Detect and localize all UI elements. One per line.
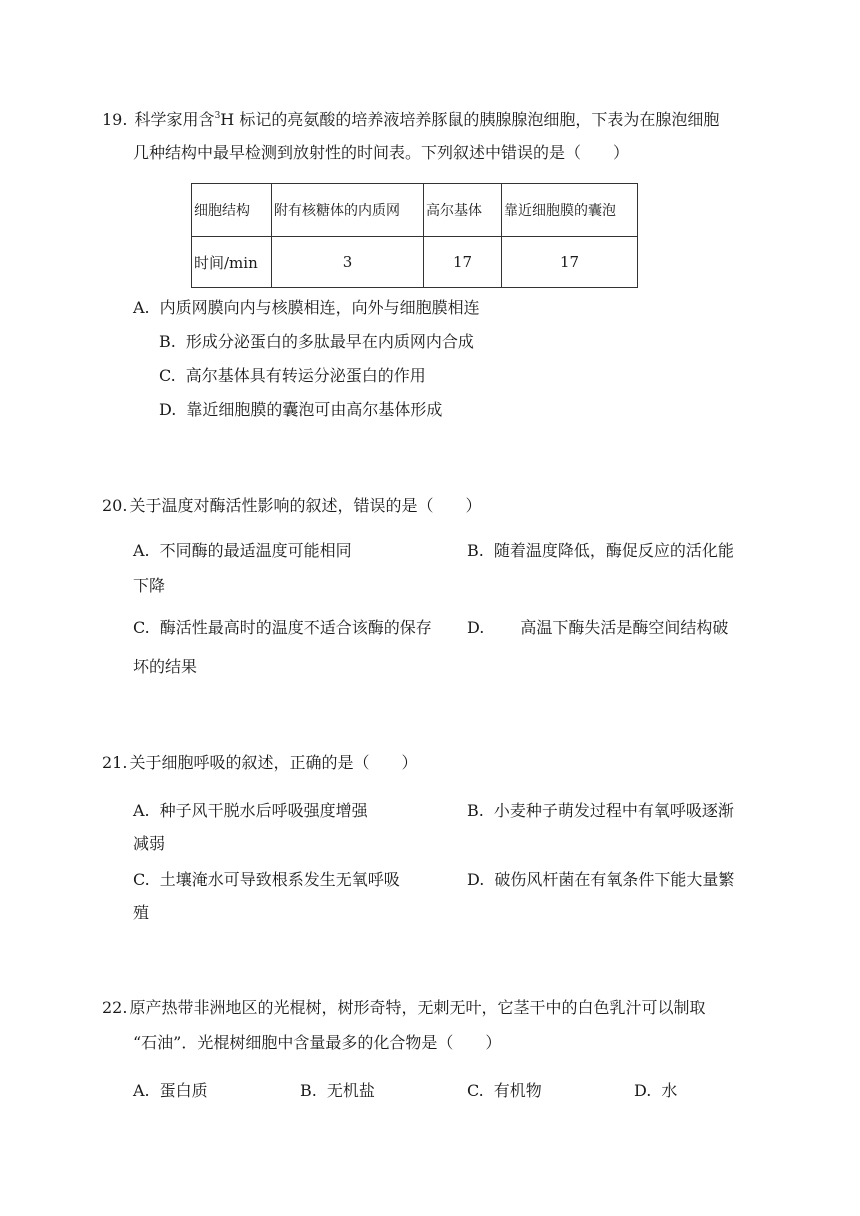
table-header-row bbox=[192, 184, 638, 237]
q19-superscript: 3 bbox=[214, 111, 221, 121]
q22-stem-line1 bbox=[102, 998, 705, 1018]
q19-option-a bbox=[133, 298, 480, 318]
q21-option-b-wrap: 减弱 bbox=[133, 834, 166, 853]
q22-option-c bbox=[467, 1081, 542, 1101]
option-text: 种子风干脱水后呼吸强度增强 bbox=[159, 801, 368, 820]
q19-stem-line2: 几种结构中最早检测到放射性的时间表。下列叙述中错误的是（ ） bbox=[133, 143, 630, 162]
option-label: D. bbox=[159, 400, 177, 419]
table-cell: 3 bbox=[272, 237, 424, 288]
option-label: C. bbox=[159, 366, 176, 385]
q20-option-a bbox=[133, 541, 352, 561]
q20-number: 20. bbox=[102, 496, 128, 515]
option-text: 不同酶的最适温度可能相同 bbox=[159, 541, 352, 560]
option-label: A. bbox=[133, 298, 150, 317]
option-text: 高温下酶失活是酶空间结构破 bbox=[520, 618, 729, 637]
option-text: 随着温度降低，酶促反应的活化能 bbox=[493, 541, 734, 560]
option-label: C. bbox=[133, 870, 150, 889]
q21-option-d bbox=[467, 870, 734, 890]
option-label: A. bbox=[133, 801, 150, 820]
option-label: B. bbox=[159, 332, 176, 351]
q20-option-b-wrap: 下降 bbox=[133, 576, 166, 595]
q19-stem-part1: 科学家用含 bbox=[134, 110, 215, 129]
table-cell: 17 bbox=[502, 237, 638, 288]
option-label: D. bbox=[467, 618, 485, 637]
option-text: 靠近细胞膜的囊泡可由高尔基体形成 bbox=[186, 400, 443, 419]
option-label: A. bbox=[133, 1081, 150, 1100]
q19-option-c bbox=[159, 366, 426, 386]
option-text: 形成分泌蛋白的多肽最早在内质网内合成 bbox=[185, 332, 474, 351]
q22-option-b bbox=[300, 1081, 375, 1101]
q19-option-b bbox=[159, 332, 474, 352]
q22-stem-line2: “石油”．光棍树细胞中含量最多的化合物是（ ） bbox=[133, 1033, 502, 1052]
table-cell: 时间/min bbox=[192, 237, 272, 288]
table-header-cell: 细胞结构 bbox=[192, 184, 272, 237]
q20-option-d-wrap: 坏的结果 bbox=[133, 657, 198, 676]
q21-option-b bbox=[467, 801, 734, 821]
option-label: B. bbox=[467, 801, 484, 820]
table-cell: 17 bbox=[424, 237, 502, 288]
q19-option-d bbox=[159, 400, 442, 420]
option-text: 有机物 bbox=[493, 1081, 542, 1100]
option-text: 土壤淹水可导致根系发生无氧呼吸 bbox=[159, 870, 400, 889]
option-text: 酶活性最高时的温度不适合该酶的保存 bbox=[159, 618, 432, 637]
q21-stem-text: 关于细胞呼吸的叙述，正确的是（ ） bbox=[129, 753, 418, 772]
table-row bbox=[192, 237, 638, 288]
q20-stem bbox=[102, 496, 481, 516]
q22-stem-text: 原产热带非洲地区的光棍树，树形奇特，无刺无叶，它茎干中的白色乳汁可以制取 bbox=[129, 998, 706, 1017]
table-header-cell: 靠近细胞膜的囊泡 bbox=[502, 184, 638, 237]
q21-stem bbox=[102, 753, 417, 773]
option-label: C. bbox=[467, 1081, 484, 1100]
q19-stem-part2: H 标记的亮氨酸的培养液培养豚鼠的胰腺腺泡细胞，下表为在腺泡细胞 bbox=[220, 110, 720, 129]
q20-option-c bbox=[133, 618, 432, 638]
q20-option-d bbox=[467, 618, 728, 638]
q21-option-c bbox=[133, 870, 400, 890]
option-text: 无机盐 bbox=[326, 1081, 375, 1100]
q19-table bbox=[191, 183, 638, 288]
table-header-cell: 附有核糖体的内质网 bbox=[272, 184, 424, 237]
q22-option-a bbox=[133, 1081, 208, 1101]
option-label: B. bbox=[467, 541, 484, 560]
option-text: 高尔基体具有转运分泌蛋白的作用 bbox=[185, 366, 426, 385]
q19-number: 19. bbox=[102, 110, 128, 129]
q21-option-a bbox=[133, 801, 368, 821]
q22-option-d bbox=[634, 1081, 677, 1101]
table-header-cell: 高尔基体 bbox=[424, 184, 502, 237]
option-label: D. bbox=[634, 1081, 652, 1100]
q21-option-d-wrap: 殖 bbox=[133, 903, 150, 922]
option-label: A. bbox=[133, 541, 150, 560]
q20-option-b bbox=[467, 541, 734, 561]
q19-stem-line1 bbox=[102, 110, 719, 130]
option-text: 蛋白质 bbox=[159, 1081, 208, 1100]
option-text: 破伤风杆菌在有氧条件下能大量繁 bbox=[494, 870, 735, 889]
option-label: D. bbox=[467, 870, 485, 889]
q21-number: 21. bbox=[102, 753, 128, 772]
option-text: 小麦种子萌发过程中有氧呼吸逐渐 bbox=[493, 801, 734, 820]
option-label: C. bbox=[133, 618, 150, 637]
q22-number: 22. bbox=[102, 998, 128, 1017]
q20-stem-text: 关于温度对酶活性影响的叙述，错误的是（ ） bbox=[129, 496, 482, 515]
option-text: 水 bbox=[661, 1081, 678, 1100]
option-text: 内质网膜向内与核膜相连，向外与细胞膜相连 bbox=[159, 298, 480, 317]
option-label: B. bbox=[300, 1081, 317, 1100]
